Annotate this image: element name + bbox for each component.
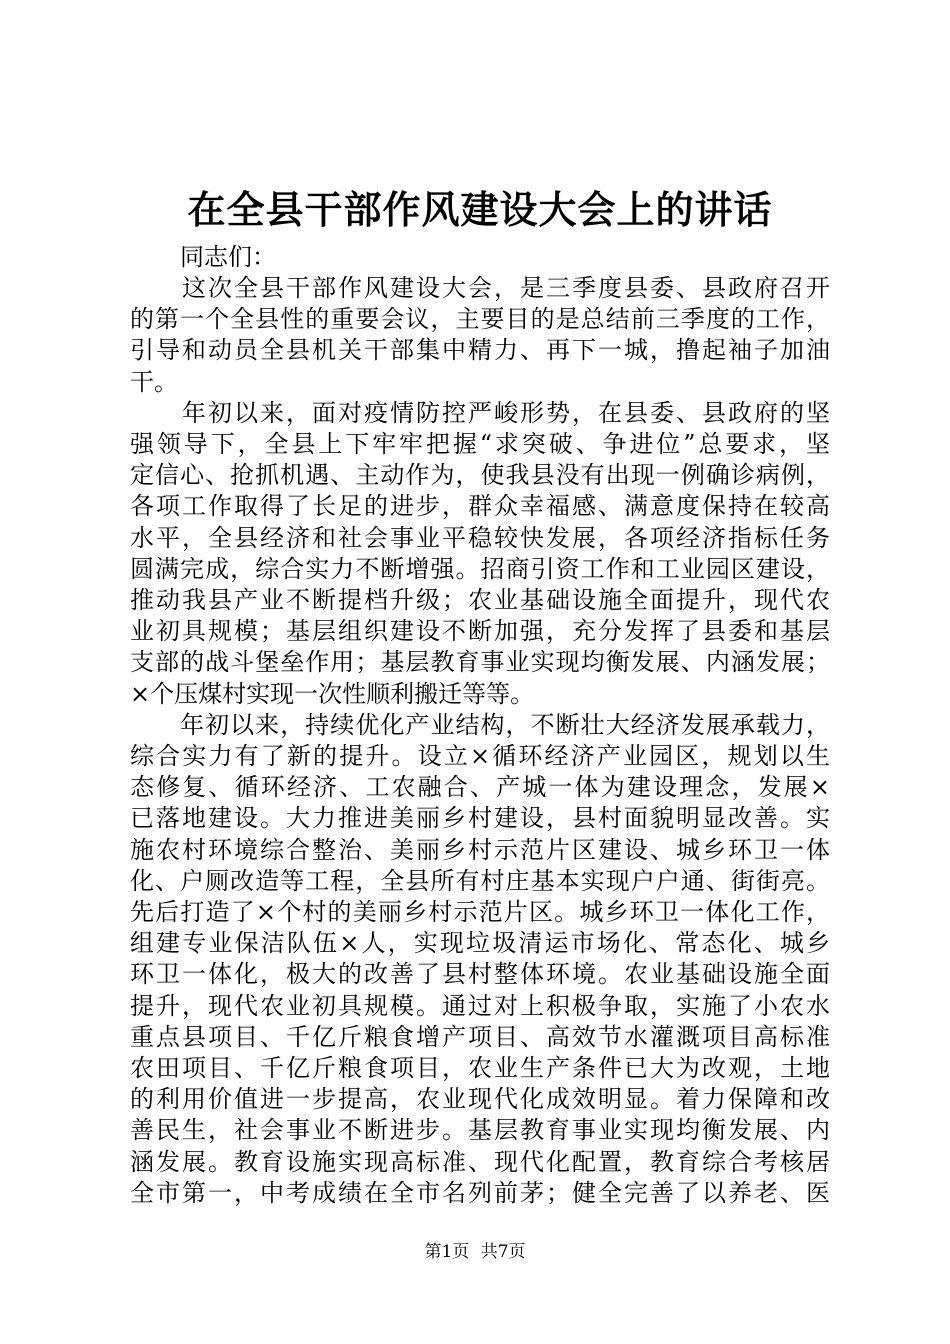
text-line: 干。 xyxy=(130,367,178,396)
text-line: 善民生，社会事业不断进步。基层教育事业实现均衡发展、内 xyxy=(130,1116,830,1145)
text-line: 的第一个全县性的重要会议，主要目的是总结前三季度的工作， xyxy=(130,305,830,334)
text-line: 强领导下，全县上下牢牢把握“求突破、争进位”总要求，坚 xyxy=(130,430,830,458)
text-line: 引导和动员全县机关干部集中精力、再下一城，撸起袖子加油 xyxy=(130,336,830,365)
text-line: ×个压煤村实现一次性顺利搬迁等等。 xyxy=(130,679,535,708)
text-line: 先后打造了×个村的美丽乡村示范片区。城乡环卫一体化工作， xyxy=(130,898,830,926)
text-line: 的利用价值进一步提高，农业现代化成效明显。着力保障和改 xyxy=(130,1085,830,1114)
text-line: 农田项目、千亿斤粮食项目，农业生产条件已大为改观，土地 xyxy=(130,1054,830,1082)
text-line: 年初以来，面对疫情防控严峻形势，在县委、县政府的坚 xyxy=(130,398,830,427)
text-line: 支部的战斗堡垒作用；基层教育事业实现均衡发展、内涵发展； xyxy=(130,648,830,677)
text-line: 推动我县产业不断提档升级；农业基础设施全面提升，现代农 xyxy=(130,586,830,614)
text-line: 组建专业保洁队伍×人，实现垃圾清运市场化、常态化、城乡 xyxy=(130,929,830,958)
text-line: 涵发展。教育设施实现高标准、现代化配置，教育综合考核居 xyxy=(130,1147,830,1176)
text-line: 重点县项目、千亿斤粮食增产项目、高效节水灌溉项目高标准 xyxy=(130,1022,830,1051)
text-line: 施农村环境综合整治、美丽乡村示范片区建设、城乡环卫一体 xyxy=(130,835,830,864)
text-line: 各项工作取得了长足的进步，群众幸福感、满意度保持在较高 xyxy=(130,492,830,521)
text-line: 态修复、循环经济、工农融合、产城一体为建设理念，发展× xyxy=(130,773,830,802)
text-line: 水平，全县经济和社会事业平稳较快发展，各项经济指标任务 xyxy=(130,523,830,552)
text-line: 全市第一，中考成绩在全市名列前茅；健全完善了以养老、医 xyxy=(130,1178,830,1207)
page-number: 第1页 共7页 xyxy=(424,1242,526,1262)
text-line: 这次全县干部作风建设大会，是三季度县委、县政府召开 xyxy=(130,274,830,302)
text-line: 年初以来，持续优化产业结构，不断壮大经济发展承载力， xyxy=(130,710,830,739)
text-line: 提升，现代农业初具规模。通过对上积极争取，实施了小农水 xyxy=(130,991,830,1020)
salutation: 同志们： xyxy=(180,242,276,271)
document-title: 在全县干部作风建设大会上的讲话 xyxy=(187,187,773,232)
text-line: 环卫一体化，极大的改善了县村整体环境。农业基础设施全面 xyxy=(130,960,830,989)
text-line: 化、户厕改造等工程，全县所有村庄基本实现户户通、街街亮。 xyxy=(130,866,830,895)
text-line: 定信心、抢抓机遇、主动作为，使我县没有出现一例确诊病例， xyxy=(130,461,830,490)
text-line: 业初具规模；基层组织建设不断加强，充分发挥了县委和基层 xyxy=(130,617,830,646)
text-line: 已落地建设。大力推进美丽乡村建设，县村面貌明显改善。实 xyxy=(130,804,830,833)
text-line: 圆满完成，综合实力不断增强。招商引资工作和工业园区建设， xyxy=(130,554,830,583)
text-line: 综合实力有了新的提升。设立×循环经济产业园区，规划以生 xyxy=(130,742,830,770)
